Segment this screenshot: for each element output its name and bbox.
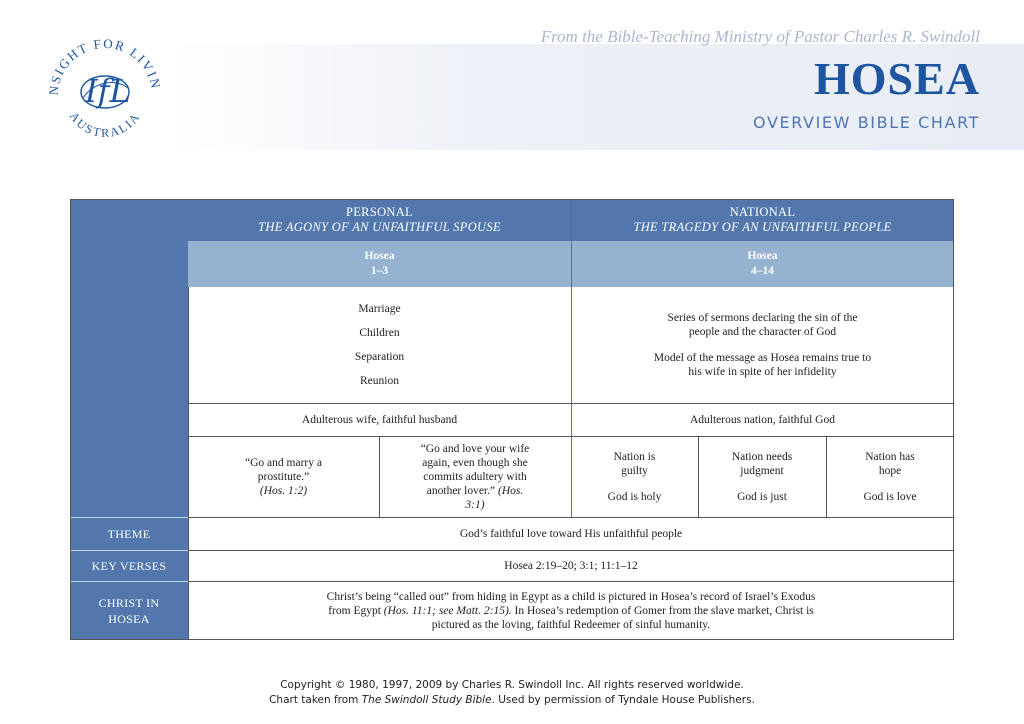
divider xyxy=(379,436,380,517)
national-summary: Adulterous nation, faithful God xyxy=(571,403,954,436)
nation-point-bottom: God is love xyxy=(863,490,917,503)
svg-text:AUSTRALIA xyxy=(67,109,143,140)
chapter-header-personal xyxy=(188,241,571,287)
christ-in-value xyxy=(188,581,954,640)
source-line xyxy=(0,694,1024,706)
nation-point-bottom: God is holy xyxy=(607,490,662,503)
divider xyxy=(188,403,954,404)
source-suffix: . Used by permission of Tyndale House Publishers. xyxy=(491,694,755,706)
quote-text: “Go and love your wife again, even though she commits adultery with another lover.” xyxy=(420,442,530,497)
section-subtitle: THE TRAGEDY OF AN UNFAITHFUL PEOPLE xyxy=(633,220,892,234)
quote-reference: (Hos. 3:1) xyxy=(465,484,524,511)
chapter-range: 1–3 xyxy=(370,265,389,277)
nation-point-cell xyxy=(826,436,954,517)
divider xyxy=(826,436,827,517)
source-prefix: Chart taken from xyxy=(269,694,359,706)
nation-point-top: Nation is guilty xyxy=(613,450,656,477)
logo-bottom-text: AUSTRALIA xyxy=(66,109,144,140)
divider xyxy=(70,517,188,518)
key-verses-label: KEY VERSES xyxy=(70,550,188,581)
section-subtitle: THE AGONY OF AN UNFAITHFUL SPOUSE xyxy=(258,220,501,234)
page-title: HOSEA xyxy=(813,53,980,104)
topic-item: Marriage xyxy=(358,303,401,315)
topic-item: Model of the message as Hosea remains true to his wife in spite of her infidelity xyxy=(653,352,872,378)
page-subtitle: OVERVIEW BIBLE CHART xyxy=(753,113,980,132)
christ-text-2: In Hosea’s redemption of Gomer from the slave market, Christ is pictured as the loving, faithful Redeemer of sinful humanity. xyxy=(431,604,814,631)
divider xyxy=(188,287,189,640)
ministry-tagline: From the Bible-Teaching Ministry of Pastor Charles R. Swindoll xyxy=(540,27,980,46)
section-header-personal xyxy=(188,199,571,241)
key-verses-value: Hosea 2:19–20; 3:1; 11:1–12 xyxy=(188,550,954,581)
divider xyxy=(188,517,954,518)
insight-for-living-logo xyxy=(38,28,172,162)
divider xyxy=(188,550,954,551)
quote-text: “Go and marry a prostitute.” xyxy=(245,456,322,483)
divider xyxy=(698,436,699,517)
section-label: NATIONAL xyxy=(729,205,796,219)
left-margin-column xyxy=(70,199,188,517)
quote-cell xyxy=(379,436,571,517)
nation-point-top: Nation needs judgment xyxy=(731,450,793,477)
topic-item: Series of sermons declaring the sin of the people and the character of God xyxy=(667,312,858,338)
nation-point-cell xyxy=(698,436,826,517)
christ-text-1: Christ’s being “called out” from hiding in Egypt as a child is pictured in Hosea’s record of Israel’s Exodus from Egypt xyxy=(326,590,816,617)
topic-item: Reunion xyxy=(360,375,399,387)
topic-item: Separation xyxy=(354,351,405,363)
divider xyxy=(571,199,572,517)
chapter-header-national xyxy=(571,241,954,287)
section-header-national xyxy=(571,199,954,241)
divider xyxy=(188,581,954,582)
overview-chart xyxy=(70,199,954,640)
copyright-line: Copyright © 1980, 1997, 2009 by Charles R. Swindoll Inc. All rights reserved worldwide. xyxy=(280,679,744,691)
divider xyxy=(70,550,188,551)
personal-topics xyxy=(188,287,571,403)
christ-in-label-text: CHRIST IN HOSEA xyxy=(98,595,160,626)
topic-item: Children xyxy=(359,327,400,339)
logo-monogram: IfL xyxy=(85,72,131,110)
section-label: PERSONAL xyxy=(346,205,413,219)
divider xyxy=(70,581,188,582)
personal-summary: Adulterous wife, faithful husband xyxy=(188,403,571,436)
quote-reference: (Hos. 1:2) xyxy=(259,484,308,497)
christ-reference: (Hos. 11:1; see Matt. 2:15). xyxy=(383,604,512,617)
quote-cell xyxy=(188,436,379,517)
source-title: The Swindoll Study Bible xyxy=(361,694,492,706)
theme-label: THEME xyxy=(70,517,188,550)
chapter-book: Hosea xyxy=(364,250,395,262)
theme-value: God’s faithful love toward His unfaithful people xyxy=(188,517,954,550)
christ-in-label xyxy=(70,581,188,640)
chapter-book: Hosea xyxy=(747,250,778,262)
chapter-range: 4–14 xyxy=(751,265,774,277)
nation-point-cell xyxy=(571,436,698,517)
nation-point-bottom: God is just xyxy=(737,490,787,503)
nation-point-top: Nation has hope xyxy=(865,450,915,477)
national-topics xyxy=(571,287,954,403)
divider xyxy=(188,436,954,437)
logo-top-text: NSIGHT FOR LIVIN xyxy=(45,35,164,96)
